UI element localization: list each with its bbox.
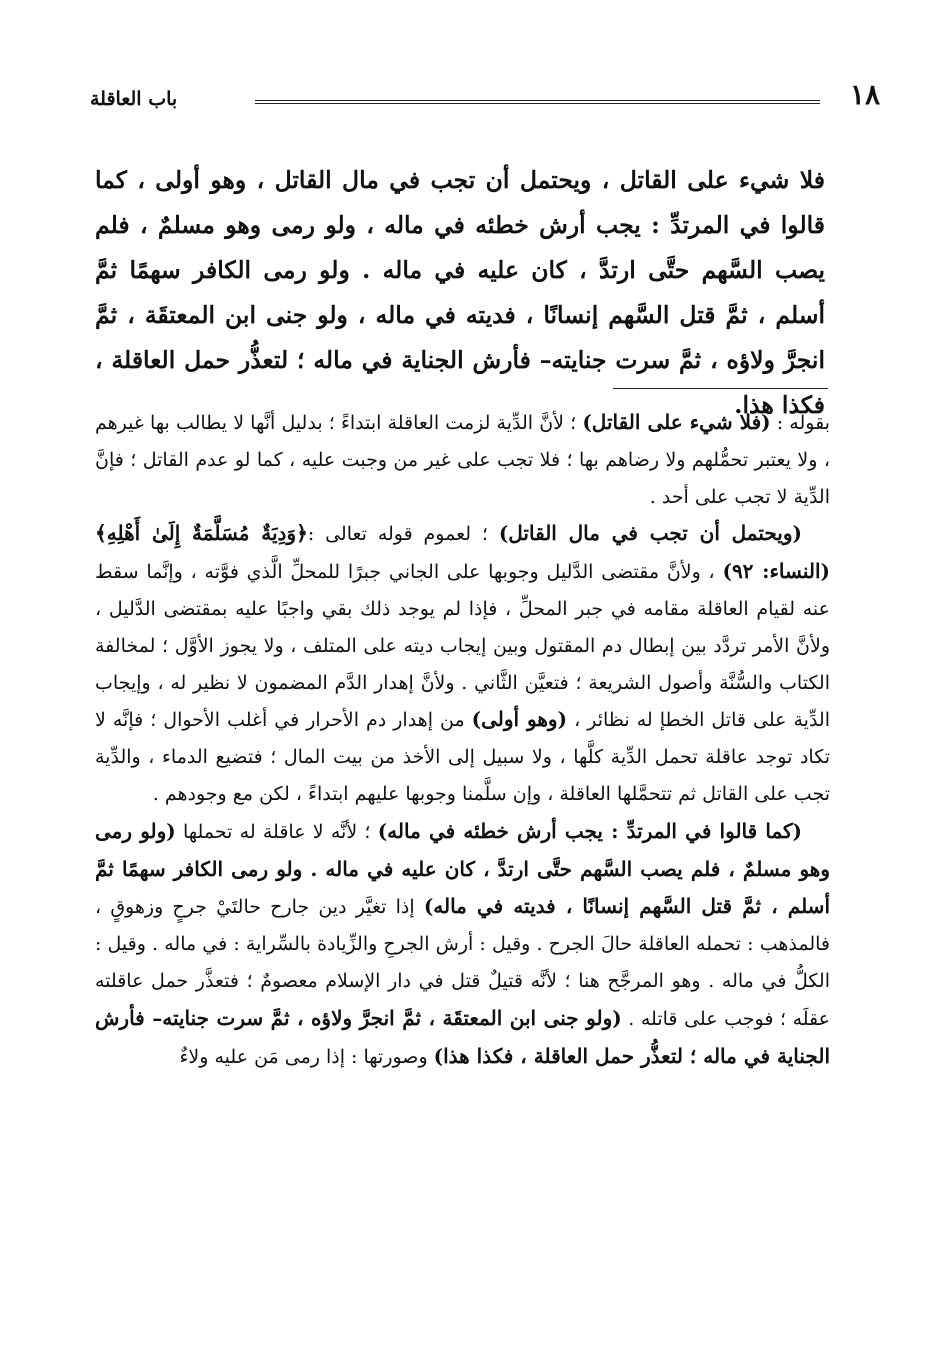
commentary-text: وصورتها : إذا رمى مَن عليه ولاءٌ xyxy=(179,1045,434,1068)
quoted-matn: (ويحتمل أن تجب في مال القاتل) xyxy=(498,521,802,546)
commentary-text: ؛ لأنَّ الدِّية لزمت العاقلة ابتداءً ؛ بدليل أنَّها لا يطالب بها غيرهم ، ولا يعتبر تحمُّلهم ولا رضاهم بها ؛ فلا تجب على غير من وجبت عليه ، كما لو عدم القاتل ؛ فإنَّ الدِّية لا تجب على أحد . xyxy=(95,412,830,508)
page-number: ١٨ xyxy=(849,78,880,111)
quran-verse: ﴿وَدِيَةٌ مُسَلَّمَةٌ إِلَىٰ أَهْلِهِ﴾ (النساء: ٩٢) xyxy=(95,521,830,584)
commentary-paragraph-1 xyxy=(95,404,830,515)
quoted-matn: (فلا شيء على القاتل) xyxy=(582,410,771,434)
commentary-text: إذا تغيَّر دين جارح حالتَيْ جرحٍ وزهوقٍ ، فالمذهب : تحمله العاقلة حالَ الجرح . وقيل : أرش الجرحِ والزِّيادة بالسِّراية : في ماله . وقيل : الكلُّ في ماله . وهو المرجَّح هنا ؛ لأنَّه قتيلٌ قتل في دار الإسلام معصومٌ ؛ فتعذَّر حمل عاقلته عقلَه ؛ فوجب على قاتله . xyxy=(95,896,830,1030)
header-rule xyxy=(255,100,820,104)
commentary-paragraph-2 xyxy=(95,515,830,812)
commentary-text: ، ولأنَّ مقتضى الدَّليل وجوبها على الجاني جبرًا للمحلِّ الَّذي فوَّته ، وإنَّما سقط عنه لقيام العاقلة مقامه في جبر المحلِّ ، فإذا لم يوجد ذلك بقي واجبًا عليه بمقتضى الدَّليل ، ولأنَّ الأمر تردَّد بين إبطال دم المقتول وبين إيجاب ديته على المتلف ، ولا يجوز الأوَّل ؛ لمخالفة الكتاب والسُّنَّة وأصول الشريعة ؛ فتعيَّن الثَّاني . ولأنَّ إهدار الدَّم المضمون لا نظير له ، وإيجاب الدِّية على قاتل الخطإ له نظائر ، xyxy=(95,561,830,732)
commentary-text: من إهدار دم الأحرار في أغلب الأحوال ؛ فإنَّه لا تكاد توجد عاقلة تحمل الدِّية كلَّها ، ولا سبيل إلى الأخذ من بيت المال ؛ فتضيع الدماء ، والدِّية تجب على القاتل ثم تتحمَّلها العاقلة ، وإن سلَّمنا وجوبها عليهم ابتداءً ، لكن مع وجودهم . xyxy=(95,709,830,805)
quoted-matn: (وهو أولى) xyxy=(471,707,568,732)
commentary-text: ؛ لأنَّه لا عاقلة له تحملها xyxy=(175,820,378,843)
commentary-text: ؛ لعموم قوله تعالى : xyxy=(307,523,499,546)
matn-text: فلا شيء على القاتل ، ويحتمل أن تجب في مال القاتل ، وهو أولى ، كما قالوا في المرتدِّ : يجب أرش خطئه في ماله ، ولو رمى وهو مسلمٌ ، فلم يصب السَّهم حتَّى ارتدَّ ، كان عليه في ماله . ولو رمى الكافر سهمًا ثمَّ أسلم ، ثمَّ قتل السَّهم إنسانًا ، فديته في ماله ، ولو جنى ابن المعتقَة ، ثمَّ انجرَّ ولاؤه ، ثمَّ سرت جنايته– فأرش الجناية في ماله ؛ لتعذُّر حمل العاقلة ، فكذا هذا. xyxy=(95,166,825,419)
commentary-text: بقوله : xyxy=(770,412,830,434)
quoted-matn: (ولو جنى ابن المعتقَة ، ثمَّ انجرَّ ولاؤه ، ثمَّ سرت جنايته– فأرش الجناية في ماله ؛ لتعذُّر حمل العاقلة ، فكذا هذا) xyxy=(95,1005,830,1068)
quoted-matn: (كما قالوا في المرتدِّ : يجب أرش خطئه في ماله) xyxy=(377,818,802,843)
quoted-matn: (ولو رمى وهو مسلمٌ ، فلم يصب السَّهم حتَّى ارتدَّ ، كان عليه في ماله . ولو رمى الكافر سهمًا ثمَّ أسلم ، ثمَّ قتل السَّهم إنسانًا ، فديته في ماله) xyxy=(95,818,831,919)
chapter-title: باب العاقلة xyxy=(90,88,178,110)
commentary xyxy=(95,404,830,1075)
page-header xyxy=(90,78,880,118)
footnote-separator xyxy=(613,388,828,389)
commentary-paragraph-3 xyxy=(95,813,830,1076)
